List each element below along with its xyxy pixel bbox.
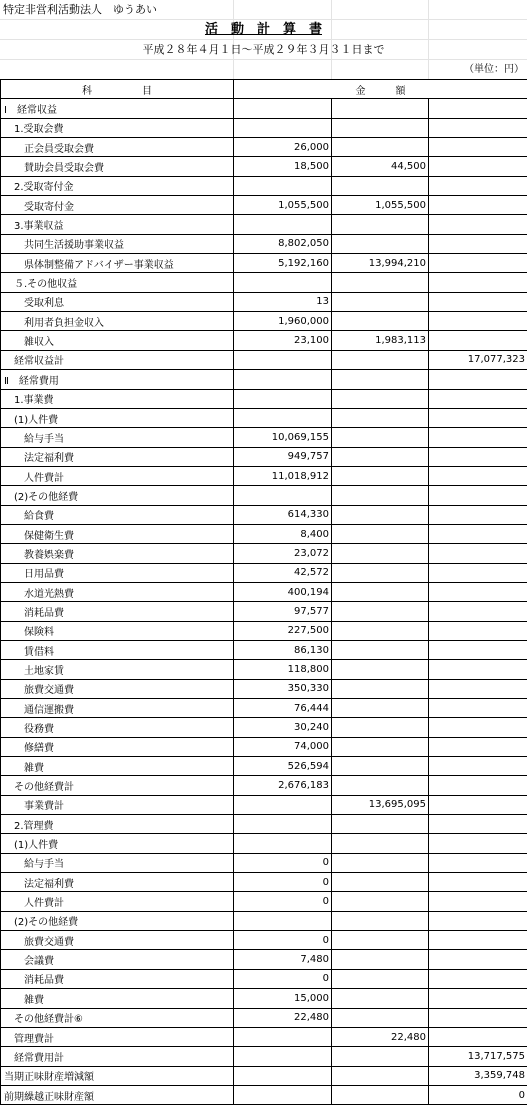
row-label: 1.事業費 bbox=[1, 389, 234, 408]
amount-cell-1: 0 bbox=[234, 931, 332, 950]
amount-cell-3 bbox=[429, 292, 527, 311]
amount-cell-3 bbox=[429, 737, 527, 756]
table-row bbox=[1, 1047, 527, 1066]
table-row bbox=[1, 389, 527, 408]
row-label: 会議費 bbox=[1, 950, 234, 969]
amount-cell-1: 2,676,183 bbox=[234, 776, 332, 795]
amount-cell-1: 10,069,155 bbox=[234, 428, 332, 447]
row-label: 給与手当 bbox=[1, 428, 234, 447]
table-row bbox=[1, 873, 527, 892]
table-row bbox=[1, 292, 527, 311]
amount-cell-3 bbox=[429, 176, 527, 195]
amount-cell-1 bbox=[234, 215, 332, 234]
row-label: 人件費計 bbox=[1, 892, 234, 911]
amount-cell-3 bbox=[429, 273, 527, 292]
amount-cell-1: 0 bbox=[234, 969, 332, 988]
amount-cell-2 bbox=[332, 582, 429, 601]
amount-cell-3 bbox=[429, 757, 527, 776]
amount-cell-2 bbox=[332, 312, 429, 331]
table-row bbox=[1, 621, 527, 640]
amount-cell-2 bbox=[332, 505, 429, 524]
amount-cell-1: 400,194 bbox=[234, 582, 332, 601]
amount-cell-1: 76,444 bbox=[234, 699, 332, 718]
amount-cell-3 bbox=[429, 234, 527, 253]
row-label: 教養娯楽費 bbox=[1, 544, 234, 563]
amount-cell-3 bbox=[429, 544, 527, 563]
amount-cell-1: 1,960,000 bbox=[234, 312, 332, 331]
row-label: その他経費計⑥ bbox=[1, 1008, 234, 1027]
amount-cell-1 bbox=[234, 486, 332, 505]
amount-cell-3 bbox=[429, 776, 527, 795]
amount-cell-3 bbox=[429, 602, 527, 621]
amount-cell-1: 0 bbox=[234, 853, 332, 872]
table-row bbox=[1, 931, 527, 950]
table-row bbox=[1, 699, 527, 718]
amount-cell-1: 8,400 bbox=[234, 524, 332, 543]
amount-cell-1: 118,800 bbox=[234, 660, 332, 679]
amount-cell-3 bbox=[429, 834, 527, 853]
amount-cell-1: 18,500 bbox=[234, 157, 332, 176]
amount-cell-3 bbox=[429, 331, 527, 350]
table-row bbox=[1, 196, 527, 215]
amount-cell-2 bbox=[332, 834, 429, 853]
row-label: その他経費計 bbox=[1, 776, 234, 795]
row-label: 雑費 bbox=[1, 989, 234, 1008]
amount-cell-2 bbox=[332, 292, 429, 311]
amount-cell-1: 1,055,500 bbox=[234, 196, 332, 215]
table-row bbox=[1, 950, 527, 969]
table-row bbox=[1, 776, 527, 795]
table-row bbox=[1, 563, 527, 582]
amount-cell-2 bbox=[332, 234, 429, 253]
amount-cell-1: 8,802,050 bbox=[234, 234, 332, 253]
amount-cell-2: 13,695,095 bbox=[332, 795, 429, 814]
row-label: 消耗品費 bbox=[1, 969, 234, 988]
amount-cell-3: 13,717,575 bbox=[429, 1047, 527, 1066]
amount-cell-2 bbox=[332, 699, 429, 718]
table-row bbox=[1, 157, 527, 176]
table-row bbox=[1, 176, 527, 195]
table-row bbox=[1, 679, 527, 698]
amount-cell-2 bbox=[332, 853, 429, 872]
amount-cell-3 bbox=[429, 486, 527, 505]
amount-cell-2: 44,500 bbox=[332, 157, 429, 176]
amount-cell-2 bbox=[332, 757, 429, 776]
amount-cell-3 bbox=[429, 428, 527, 447]
amount-cell-3 bbox=[429, 1027, 527, 1046]
table-row bbox=[1, 447, 527, 466]
amount-cell-1 bbox=[234, 176, 332, 195]
table-row bbox=[1, 815, 527, 834]
amount-cell-1 bbox=[234, 1027, 332, 1046]
statement-title-text: 活 動 計 算 書 bbox=[205, 22, 322, 37]
amount-cell-3 bbox=[429, 679, 527, 698]
header-subject: 科 目 bbox=[1, 80, 234, 99]
row-label: 土地家賃 bbox=[1, 660, 234, 679]
row-label: 水道光熱費 bbox=[1, 582, 234, 601]
row-label: 雑収入 bbox=[1, 331, 234, 350]
amount-cell-3 bbox=[429, 215, 527, 234]
amount-cell-3 bbox=[429, 563, 527, 582]
amount-cell-2 bbox=[332, 447, 429, 466]
row-label: 人件費計 bbox=[1, 466, 234, 485]
amount-cell-1: 74,000 bbox=[234, 737, 332, 756]
amount-cell-2: 13,994,210 bbox=[332, 254, 429, 273]
amount-cell-2 bbox=[332, 350, 429, 369]
header-amount: 金 額 bbox=[234, 80, 527, 99]
table-row bbox=[1, 989, 527, 1008]
amount-cell-3 bbox=[429, 118, 527, 137]
table-row bbox=[1, 466, 527, 485]
table-row bbox=[1, 408, 527, 427]
table-row bbox=[1, 1085, 527, 1104]
table-header-row bbox=[1, 80, 527, 99]
row-label: 通信運搬費 bbox=[1, 699, 234, 718]
amount-cell-3 bbox=[429, 582, 527, 601]
row-label: 賛助会員受取会費 bbox=[1, 157, 234, 176]
row-label: 管理費計 bbox=[1, 1027, 234, 1046]
row-label: 利用者負担金収入 bbox=[1, 312, 234, 331]
row-label: 事業費計 bbox=[1, 795, 234, 814]
row-label: 県体制整備アドバイザー事業収益 bbox=[1, 254, 234, 273]
row-label: 給食費 bbox=[1, 505, 234, 524]
amount-cell-1: 0 bbox=[234, 873, 332, 892]
row-label: (1)人件費 bbox=[1, 408, 234, 427]
amount-cell-1: 15,000 bbox=[234, 989, 332, 1008]
amount-cell-3: 17,077,323 bbox=[429, 350, 527, 369]
amount-cell-1: 7,480 bbox=[234, 950, 332, 969]
amount-cell-2 bbox=[332, 389, 429, 408]
table-row bbox=[1, 331, 527, 350]
table-row bbox=[1, 505, 527, 524]
amount-cell-3 bbox=[429, 99, 527, 118]
table-row bbox=[1, 602, 527, 621]
amount-cell-1 bbox=[234, 1066, 332, 1085]
amount-cell-1: 949,757 bbox=[234, 447, 332, 466]
row-label: 役務費 bbox=[1, 718, 234, 737]
amount-cell-1 bbox=[234, 350, 332, 369]
row-label: (2)その他経費 bbox=[1, 486, 234, 505]
amount-cell-2 bbox=[332, 602, 429, 621]
amount-cell-2 bbox=[332, 486, 429, 505]
amount-cell-3 bbox=[429, 1008, 527, 1027]
amount-cell-1 bbox=[234, 389, 332, 408]
table-row bbox=[1, 486, 527, 505]
row-label: 給与手当 bbox=[1, 853, 234, 872]
amount-cell-3 bbox=[429, 989, 527, 1008]
table-row bbox=[1, 544, 527, 563]
amount-cell-2 bbox=[332, 138, 429, 157]
table-row bbox=[1, 234, 527, 253]
row-label: 消耗品費 bbox=[1, 602, 234, 621]
row-label: 1.受取会費 bbox=[1, 118, 234, 137]
amount-cell-2 bbox=[332, 911, 429, 930]
row-label: 受取寄付金 bbox=[1, 196, 234, 215]
amount-cell-1 bbox=[234, 1047, 332, 1066]
table-row bbox=[1, 273, 527, 292]
row-label: (2)その他経費 bbox=[1, 911, 234, 930]
row-label: 当期正味財産増減額 bbox=[1, 1066, 234, 1085]
amount-cell-3 bbox=[429, 640, 527, 659]
row-label: ５.その他収益 bbox=[1, 273, 234, 292]
amount-cell-3 bbox=[429, 524, 527, 543]
row-label: 正会員受取会費 bbox=[1, 138, 234, 157]
amount-cell-3 bbox=[429, 466, 527, 485]
amount-cell-2: 22,480 bbox=[332, 1027, 429, 1046]
unit-label: （単位：円） bbox=[0, 60, 527, 79]
table-row bbox=[1, 118, 527, 137]
amount-cell-2 bbox=[332, 621, 429, 640]
amount-cell-3 bbox=[429, 621, 527, 640]
amount-cell-3 bbox=[429, 873, 527, 892]
amount-cell-3 bbox=[429, 196, 527, 215]
row-label: 法定福利費 bbox=[1, 447, 234, 466]
amount-cell-3 bbox=[429, 969, 527, 988]
table-row bbox=[1, 582, 527, 601]
amount-cell-1: 26,000 bbox=[234, 138, 332, 157]
row-label: 日用品費 bbox=[1, 563, 234, 582]
row-label: 雑費 bbox=[1, 757, 234, 776]
amount-cell-3 bbox=[429, 505, 527, 524]
table-row bbox=[1, 892, 527, 911]
row-label: 3.事業収益 bbox=[1, 215, 234, 234]
amount-cell-1 bbox=[234, 99, 332, 118]
table-row bbox=[1, 312, 527, 331]
table-row bbox=[1, 853, 527, 872]
amount-cell-1: 97,577 bbox=[234, 602, 332, 621]
amount-cell-1: 5,192,160 bbox=[234, 254, 332, 273]
row-label: 保健衛生費 bbox=[1, 524, 234, 543]
amount-cell-1: 23,072 bbox=[234, 544, 332, 563]
amount-cell-2 bbox=[332, 1085, 429, 1104]
amount-cell-2 bbox=[332, 737, 429, 756]
amount-cell-1: 526,594 bbox=[234, 757, 332, 776]
row-label: 保険料 bbox=[1, 621, 234, 640]
statement-title bbox=[0, 20, 527, 40]
amount-cell-2: 1,983,113 bbox=[332, 331, 429, 350]
row-label: 法定福利費 bbox=[1, 873, 234, 892]
amount-cell-2: 1,055,500 bbox=[332, 196, 429, 215]
row-label: Ⅱ 経常費用 bbox=[1, 370, 234, 389]
amount-cell-3 bbox=[429, 699, 527, 718]
amount-cell-2 bbox=[332, 931, 429, 950]
row-label: 経常収益計 bbox=[1, 350, 234, 369]
table-row bbox=[1, 834, 527, 853]
amount-cell-1 bbox=[234, 273, 332, 292]
amount-cell-2 bbox=[332, 408, 429, 427]
row-label: 前期繰越正味財産額 bbox=[1, 1085, 234, 1104]
amount-cell-1: 86,130 bbox=[234, 640, 332, 659]
table-row bbox=[1, 795, 527, 814]
amount-cell-1 bbox=[234, 408, 332, 427]
table-row bbox=[1, 640, 527, 659]
amount-cell-2 bbox=[332, 466, 429, 485]
amount-cell-1 bbox=[234, 815, 332, 834]
amount-cell-2 bbox=[332, 989, 429, 1008]
amount-cell-1: 42,572 bbox=[234, 563, 332, 582]
row-label: 旅費交通費 bbox=[1, 679, 234, 698]
row-label: 旅費交通費 bbox=[1, 931, 234, 950]
org-name: 特定非営利活動法人 ゆうあい bbox=[0, 0, 527, 20]
row-label: 修繕費 bbox=[1, 737, 234, 756]
table-row bbox=[1, 215, 527, 234]
amount-cell-1 bbox=[234, 1085, 332, 1104]
table-row bbox=[1, 138, 527, 157]
amount-cell-2 bbox=[332, 524, 429, 543]
amount-cell-3 bbox=[429, 795, 527, 814]
table-row bbox=[1, 350, 527, 369]
amount-cell-2 bbox=[332, 815, 429, 834]
amount-cell-3 bbox=[429, 931, 527, 950]
amount-cell-2 bbox=[332, 563, 429, 582]
amount-cell-3 bbox=[429, 138, 527, 157]
amount-cell-2 bbox=[332, 215, 429, 234]
amount-cell-2 bbox=[332, 892, 429, 911]
amount-cell-3 bbox=[429, 389, 527, 408]
row-label: 賃借料 bbox=[1, 640, 234, 659]
amount-cell-3 bbox=[429, 660, 527, 679]
table-row bbox=[1, 911, 527, 930]
amount-cell-1 bbox=[234, 795, 332, 814]
amount-cell-2 bbox=[332, 428, 429, 447]
amount-cell-1: 350,330 bbox=[234, 679, 332, 698]
row-label: 受取利息 bbox=[1, 292, 234, 311]
amount-cell-2 bbox=[332, 1008, 429, 1027]
statement-table bbox=[0, 79, 527, 1105]
amount-cell-3 bbox=[429, 447, 527, 466]
amount-cell-1 bbox=[234, 370, 332, 389]
amount-cell-2 bbox=[332, 273, 429, 292]
table-row bbox=[1, 428, 527, 447]
amount-cell-3: 0 bbox=[429, 1085, 527, 1104]
table-row bbox=[1, 370, 527, 389]
amount-cell-3 bbox=[429, 815, 527, 834]
table-row bbox=[1, 737, 527, 756]
amount-cell-3 bbox=[429, 911, 527, 930]
amount-cell-3 bbox=[429, 312, 527, 331]
table-row bbox=[1, 524, 527, 543]
amount-cell-1: 13 bbox=[234, 292, 332, 311]
table-row bbox=[1, 1066, 527, 1085]
amount-cell-2 bbox=[332, 660, 429, 679]
amount-cell-1: 227,500 bbox=[234, 621, 332, 640]
amount-cell-1: 22,480 bbox=[234, 1008, 332, 1027]
amount-cell-1: 614,330 bbox=[234, 505, 332, 524]
amount-cell-3 bbox=[429, 157, 527, 176]
amount-cell-1: 23,100 bbox=[234, 331, 332, 350]
amount-cell-1: 11,018,912 bbox=[234, 466, 332, 485]
amount-cell-3 bbox=[429, 950, 527, 969]
amount-cell-2 bbox=[332, 118, 429, 137]
amount-cell-2 bbox=[332, 679, 429, 698]
amount-cell-2 bbox=[332, 873, 429, 892]
amount-cell-1: 0 bbox=[234, 892, 332, 911]
amount-cell-2 bbox=[332, 718, 429, 737]
table-row bbox=[1, 1008, 527, 1027]
amount-cell-3: 3,359,748 bbox=[429, 1066, 527, 1085]
amount-cell-2 bbox=[332, 176, 429, 195]
row-label: 2.管理費 bbox=[1, 815, 234, 834]
table-row bbox=[1, 660, 527, 679]
amount-cell-2 bbox=[332, 969, 429, 988]
amount-cell-3 bbox=[429, 718, 527, 737]
amount-cell-2 bbox=[332, 776, 429, 795]
amount-cell-1 bbox=[234, 118, 332, 137]
period: 平成２８年４月１日～平成２９年３月３１日まで bbox=[0, 40, 527, 60]
amount-cell-1 bbox=[234, 911, 332, 930]
table-row bbox=[1, 99, 527, 118]
amount-cell-2 bbox=[332, 370, 429, 389]
amount-cell-2 bbox=[332, 950, 429, 969]
table-row bbox=[1, 254, 527, 273]
amount-cell-2 bbox=[332, 640, 429, 659]
amount-cell-3 bbox=[429, 853, 527, 872]
table-row bbox=[1, 1027, 527, 1046]
table-row bbox=[1, 757, 527, 776]
amount-cell-2 bbox=[332, 99, 429, 118]
row-label: Ⅰ 経常収益 bbox=[1, 99, 234, 118]
amount-cell-2 bbox=[332, 1066, 429, 1085]
row-label: (1)人件費 bbox=[1, 834, 234, 853]
amount-cell-3 bbox=[429, 370, 527, 389]
amount-cell-3 bbox=[429, 892, 527, 911]
row-label: 2.受取寄付金 bbox=[1, 176, 234, 195]
amount-cell-3 bbox=[429, 254, 527, 273]
row-label: 共同生活援助事業収益 bbox=[1, 234, 234, 253]
table-row bbox=[1, 969, 527, 988]
table-row bbox=[1, 718, 527, 737]
row-label: 経常費用計 bbox=[1, 1047, 234, 1066]
amount-cell-2 bbox=[332, 544, 429, 563]
amount-cell-3 bbox=[429, 408, 527, 427]
amount-cell-2 bbox=[332, 1047, 429, 1066]
amount-cell-1 bbox=[234, 834, 332, 853]
amount-cell-1: 30,240 bbox=[234, 718, 332, 737]
